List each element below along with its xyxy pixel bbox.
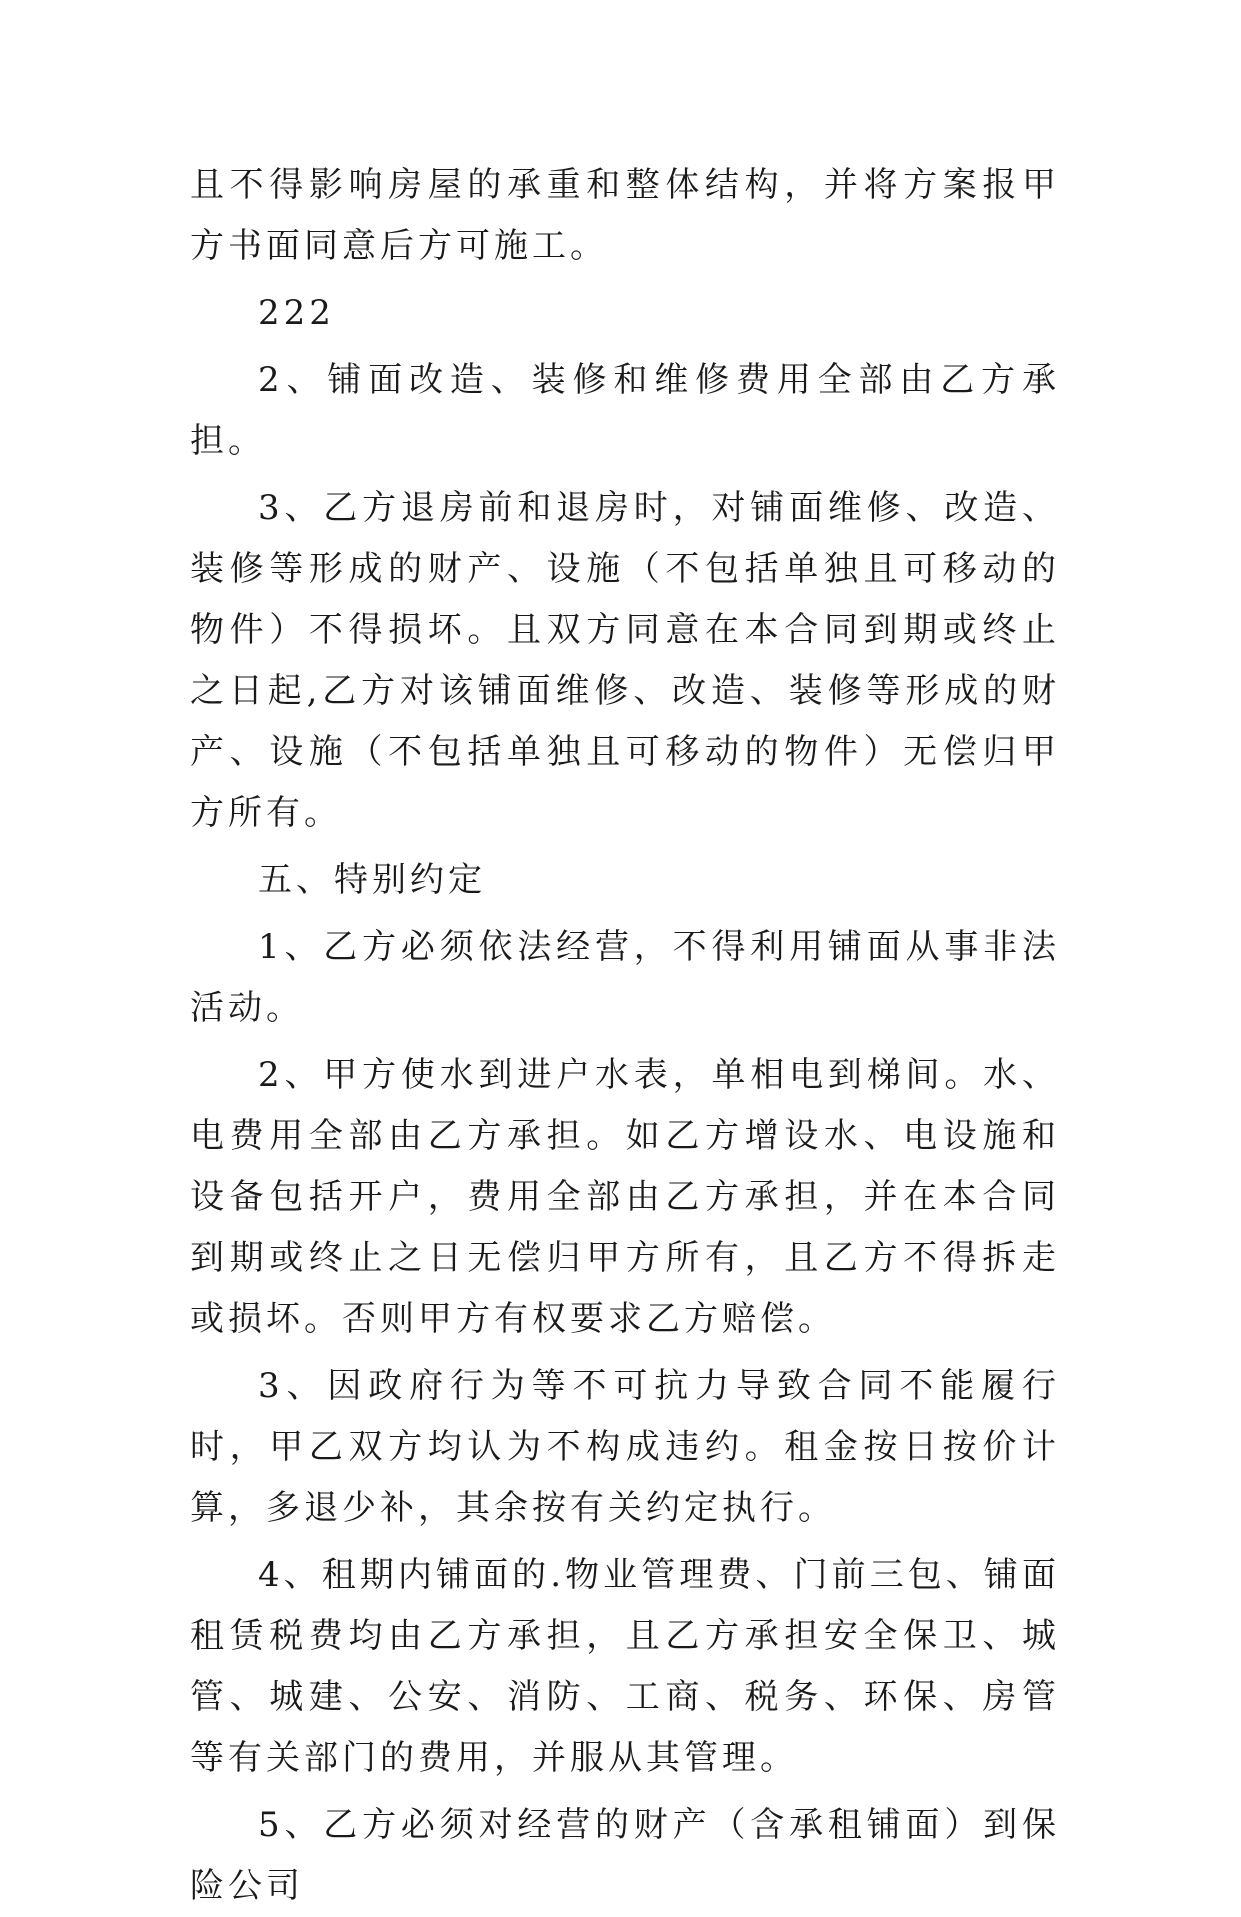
paragraph-special-3: 3、因政府行为等不可抗力导致合同不能履行时，甲乙双方均认为不构成违约。租金按日按价计算，多退少补，其余按有关约定执行。 xyxy=(190,1366,1060,1528)
paragraph-page-marker: 222 xyxy=(258,293,335,333)
document-body xyxy=(190,155,1060,1917)
paragraph-clause-3: 3、乙方退房前和退房时，对铺面维修、改造、装修等形成的财产、设施（不包括单独且可移动的物件）不得损坏。且双方同意在本合同到期或终止之日起,乙方对该铺面维修、改造、装修等形成的财产、设施（不包括单独且可移动的物件）无偿归甲方所有。 xyxy=(190,488,1060,833)
paragraph-special-4: 4、租期内铺面的.物业管理费、门前三包、铺面租赁税费均由乙方承担，且乙方承担安全保卫、城管、城建、公安、消防、工商、税务、环保、房管等有关部门的费用，并服从其管理。 xyxy=(190,1555,1060,1778)
paragraph-clause-2: 2、铺面改造、装修和维修费用全部由乙方承担。 xyxy=(190,360,1060,461)
section-heading-special-terms: 五、特别约定 xyxy=(258,860,486,900)
paragraph-continuation: 且不得影响房屋的承重和整体结构，并将方案报甲方书面同意后方可施工。 xyxy=(190,165,1060,266)
paragraph-special-1: 1、乙方必须依法经营，不得利用铺面从事非法活动。 xyxy=(190,927,1060,1028)
paragraph-special-2: 2、甲方使水到进户水表，单相电到梯间。水、电费用全部由乙方承担。如乙方增设水、电设施和设备包括开户，费用全部由乙方承担，并在本合同到期或终止之日无偿归甲方所有，且乙方不得拆走或损坏。否则甲方有权要求乙方赔偿。 xyxy=(190,1055,1060,1339)
paragraph-special-5: 5、乙方必须对经营的财产（含承租铺面）到保险公司 xyxy=(190,1805,1060,1906)
